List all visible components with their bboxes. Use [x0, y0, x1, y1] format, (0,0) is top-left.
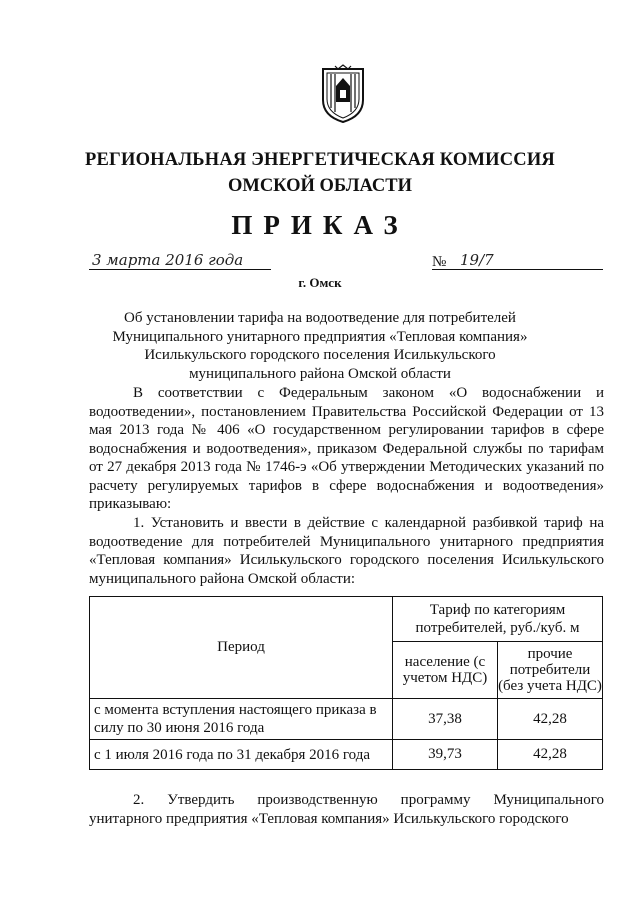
subject-line: Исилькульского городского поселения Исилькульского — [144, 347, 496, 363]
cell-other: 42,28 — [498, 740, 603, 770]
cell-population: 39,73 — [393, 740, 498, 770]
order-subject — [0, 309, 640, 383]
table-row — [90, 699, 603, 740]
number-sign: № — [432, 254, 447, 270]
cell-period: с момента вступления настоящего приказа в силу по 30 июня 2016 года — [90, 699, 393, 740]
cell-period: с 1 июля 2016 года по 31 декабря 2016 года — [90, 740, 393, 770]
preamble-paragraph: В соответствии с Федеральным законом «О водоснабжении и водоотведении», постановлением Правительства Российской Федерации от 13 мая 2013 года № 406 «О государственном регулировании тарифов в сфере водоснабжения и водоотведения», приказом Федеральной службы по тарифам от 27 декабря 2013 года № 1746-э «Об утверждении Методических указаний по расчету регулируемых тарифов в сфере водоснабжения и водоотведения» приказываю: — [89, 385, 604, 512]
city-label: г. Омск — [298, 275, 342, 290]
handwritten-date: 3 марта 2016 года — [92, 251, 244, 269]
number-underline — [432, 269, 603, 270]
table-row — [90, 740, 603, 770]
clause-2-paragraph: 2. Утвердить производственную программу Муниципального унитарного предприятия «Тепловая компания» Исилькульского городского — [89, 792, 604, 827]
clause-1-paragraph: 1. Установить и ввести в действие с календарной разбивкой тариф на водоотведение для потребителей Муниципального унитарного предприятия «Тепловая компания» Исилькульского городского поселения Исилькульского муниципального района Омской области: — [89, 515, 604, 587]
subject-line: Об установлении тарифа на водоотведение для потребителей — [124, 310, 516, 326]
cell-population: 37,38 — [393, 699, 498, 740]
coat-of-arms-icon — [320, 64, 366, 124]
tariff-table — [89, 596, 603, 770]
subject-line: Муниципального унитарного предприятия «Тепловая компания» — [112, 328, 528, 345]
date-underline — [89, 269, 271, 270]
document-type-title: ПРИКАЗ — [231, 210, 409, 240]
header-period: Период — [90, 597, 393, 699]
cell-other: 42,28 — [498, 699, 603, 740]
handwritten-number: 19/7 — [460, 251, 494, 269]
org-name-line1: РЕГИОНАЛЬНАЯ ЭНЕРГЕТИЧЕСКАЯ КОМИССИЯ — [84, 150, 555, 170]
header-population: население (с учетом НДС) — [393, 642, 498, 699]
org-name-line2: ОМСКОЙ ОБЛАСТИ — [227, 176, 413, 196]
subject-line: муниципального района Омской области — [189, 365, 451, 382]
header-tariff: Тариф по категориям потребителей, руб./куб. м — [393, 597, 603, 642]
header-other: прочие потребители (без учета НДС) — [498, 642, 603, 699]
